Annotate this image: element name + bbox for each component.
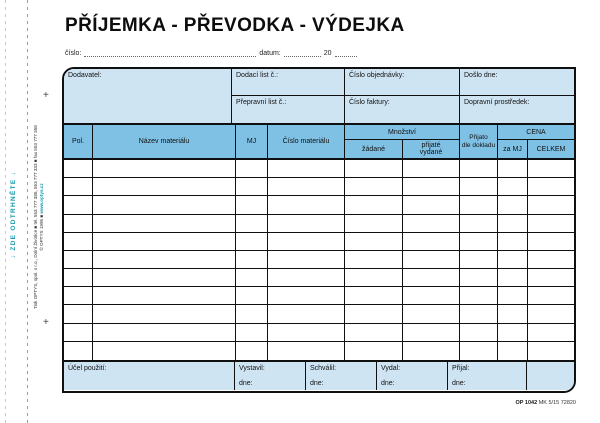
table-row	[64, 251, 574, 269]
table-cell	[268, 305, 345, 323]
table-cell	[268, 342, 345, 360]
registration-mark-bottom: +	[43, 317, 49, 328]
col-header-material-number: Číslo materiálu	[268, 125, 345, 158]
table-cell	[236, 196, 268, 214]
released-by-field	[377, 362, 448, 390]
issued-by-label: Vystavil:	[239, 365, 265, 372]
supplier-field: Dodavatel:	[64, 69, 232, 123]
group-header-price: CENA	[498, 125, 574, 140]
table-cell	[268, 251, 345, 269]
table-cell	[268, 215, 345, 233]
table-row	[64, 160, 574, 178]
table-cell	[460, 233, 498, 251]
table-cell	[403, 305, 460, 323]
table-cell	[460, 178, 498, 196]
table-cell	[403, 215, 460, 233]
table-cell	[345, 233, 403, 251]
year-fill-line	[335, 49, 357, 57]
order-number-field: Číslo objednávky:	[345, 69, 460, 96]
table-row	[64, 178, 574, 196]
table-cell	[93, 305, 236, 323]
table-cell	[498, 233, 528, 251]
table-cell	[460, 324, 498, 342]
col-header-requested: žádané	[345, 140, 403, 158]
table-cell	[528, 251, 574, 269]
table-cell	[93, 269, 236, 287]
table-cell	[64, 215, 93, 233]
printer-info-line: Tisk OPTYS, spol. s r.o., Dolní Životice ■ tel. 553 777 385, 553 777 333 ■ fax 553 777 358	[33, 125, 38, 309]
received-by-field	[448, 362, 527, 390]
form-code-number: OP 1042	[515, 400, 538, 406]
invoice-number-field: Číslo faktury:	[345, 96, 460, 123]
table-cell	[64, 324, 93, 342]
transport-list-field: Přepravní list č.:	[232, 96, 345, 123]
table-cell	[345, 305, 403, 323]
table-cell	[345, 342, 403, 360]
table-row	[64, 269, 574, 287]
table-cell	[345, 251, 403, 269]
table-cell	[345, 269, 403, 287]
table-cell	[93, 215, 236, 233]
table-cell	[236, 178, 268, 196]
table-cell	[528, 215, 574, 233]
table-row	[64, 342, 574, 360]
table-cell	[345, 160, 403, 178]
table-cell	[93, 342, 236, 360]
table-cell	[93, 160, 236, 178]
table-cell	[528, 160, 574, 178]
col-header-accepted	[460, 125, 498, 158]
delivery-note-field: Dodací list č.:	[232, 69, 345, 96]
table-cell	[236, 215, 268, 233]
table-cell	[64, 233, 93, 251]
table-cell	[403, 196, 460, 214]
table-cell	[345, 196, 403, 214]
group-header-quantity: Množství	[345, 125, 460, 140]
table-cell	[64, 269, 93, 287]
col-header-material-name: Název materiálu	[93, 125, 236, 158]
table-cell	[268, 160, 345, 178]
table-cell	[236, 324, 268, 342]
table-cell	[93, 196, 236, 214]
col-header-unit: MJ	[236, 125, 268, 158]
table-cell	[528, 196, 574, 214]
table-cell	[460, 342, 498, 360]
table-cell	[528, 342, 574, 360]
table-cell	[236, 251, 268, 269]
table-row	[64, 324, 574, 342]
table-cell	[498, 196, 528, 214]
table-cell	[345, 324, 403, 342]
table-cell	[345, 287, 403, 305]
table-cell	[268, 324, 345, 342]
table-cell	[345, 178, 403, 196]
form-table	[62, 67, 576, 393]
number-label: číslo:	[65, 50, 82, 57]
table-cell	[460, 287, 498, 305]
print-imprint	[33, 102, 45, 332]
received-date-label: dne:	[452, 380, 466, 387]
table-cell	[403, 178, 460, 196]
released-date-label: dne:	[381, 380, 395, 387]
year-prefix: 20	[323, 50, 332, 57]
table-cell	[460, 251, 498, 269]
table-cell	[498, 324, 528, 342]
table-cell	[93, 251, 236, 269]
table-cell	[236, 160, 268, 178]
issued-date-label: dne:	[239, 380, 253, 387]
date-label: datum:	[259, 50, 281, 57]
approved-by-label: Schválil:	[310, 365, 337, 372]
table-cell	[403, 160, 460, 178]
copyright-line	[39, 102, 45, 332]
table-cell	[460, 196, 498, 214]
signature-empty-cell	[527, 362, 574, 390]
table-cell	[236, 233, 268, 251]
received-line2: vydané	[419, 149, 443, 156]
received-by-label: Přijal:	[452, 365, 470, 372]
table-cell	[64, 160, 93, 178]
paper-edge-dashes	[5, 0, 6, 423]
table-cell	[403, 287, 460, 305]
table-cell	[528, 324, 574, 342]
col-header-price-per-unit: za MJ	[498, 140, 528, 158]
table-cell	[528, 287, 574, 305]
table-cell	[528, 178, 574, 196]
table-cell	[268, 287, 345, 305]
table-cell	[460, 269, 498, 287]
number-fill-line	[84, 49, 256, 57]
signature-section	[64, 360, 574, 390]
registration-mark-top: +	[43, 90, 49, 101]
released-by-label: Vydal:	[381, 365, 401, 372]
table-cell	[403, 233, 460, 251]
table-cell	[93, 287, 236, 305]
table-cell	[498, 342, 528, 360]
table-cell	[268, 233, 345, 251]
date-fill-line	[284, 49, 321, 57]
table-cell	[236, 342, 268, 360]
table-cell	[93, 233, 236, 251]
table-body	[64, 160, 574, 360]
info-header-section	[64, 69, 574, 125]
table-cell	[64, 251, 93, 269]
accepted-line1: Přijato	[469, 134, 488, 141]
table-cell	[403, 269, 460, 287]
table-cell	[498, 160, 528, 178]
col-header-position: Pol.	[64, 125, 93, 158]
table-row	[64, 215, 574, 233]
table-header	[64, 125, 574, 160]
table-row	[64, 196, 574, 214]
table-cell	[528, 269, 574, 287]
table-cell	[236, 287, 268, 305]
table-cell	[460, 305, 498, 323]
copyright-text: © OPTYS 1995 ■	[38, 214, 44, 251]
table-cell	[93, 324, 236, 342]
table-cell	[268, 178, 345, 196]
table-cell	[64, 305, 93, 323]
col-header-price-total: CELKEM	[528, 140, 574, 158]
table-cell	[460, 160, 498, 178]
table-row	[64, 233, 574, 251]
table-cell	[528, 233, 574, 251]
table-cell	[268, 196, 345, 214]
table-cell	[236, 305, 268, 323]
col-header-received-issued	[403, 140, 460, 158]
perforation-line	[27, 0, 28, 423]
table-cell	[64, 178, 93, 196]
table-cell	[498, 287, 528, 305]
form-code	[420, 400, 576, 406]
table-cell	[403, 251, 460, 269]
purpose-field: Účel použití:	[64, 362, 235, 390]
tear-here-label: ↓ ZDE ODTRHNĚTE ↓	[10, 170, 17, 259]
approved-date-label: dne:	[310, 380, 324, 387]
table-cell	[345, 215, 403, 233]
table-row	[64, 305, 574, 323]
table-cell	[64, 342, 93, 360]
form-title: PŘÍJEMKA - PŘEVODKA - VÝDEJKA	[65, 15, 405, 36]
approved-by-field	[306, 362, 377, 390]
table-cell	[236, 269, 268, 287]
table-cell	[528, 305, 574, 323]
table-cell	[498, 269, 528, 287]
table-row	[64, 287, 574, 305]
transport-means-field: Dopravní prostředek:	[460, 96, 574, 123]
table-cell	[460, 215, 498, 233]
table-cell	[498, 215, 528, 233]
arrived-date-field: Došlo dne:	[460, 69, 574, 96]
website-text: www.optys.cz	[38, 183, 44, 214]
table-cell	[403, 342, 460, 360]
table-cell	[268, 269, 345, 287]
accepted-line2: dle dokladu	[461, 141, 496, 149]
table-cell	[64, 196, 93, 214]
table-cell	[498, 251, 528, 269]
issued-by-field	[235, 362, 306, 390]
table-cell	[64, 287, 93, 305]
table-cell	[403, 324, 460, 342]
table-cell	[498, 305, 528, 323]
form-code-meta: MK 5/15 72820	[538, 400, 576, 406]
received-line1: přijaté	[421, 141, 441, 149]
number-date-line	[65, 49, 365, 57]
table-cell	[93, 178, 236, 196]
table-cell	[498, 178, 528, 196]
